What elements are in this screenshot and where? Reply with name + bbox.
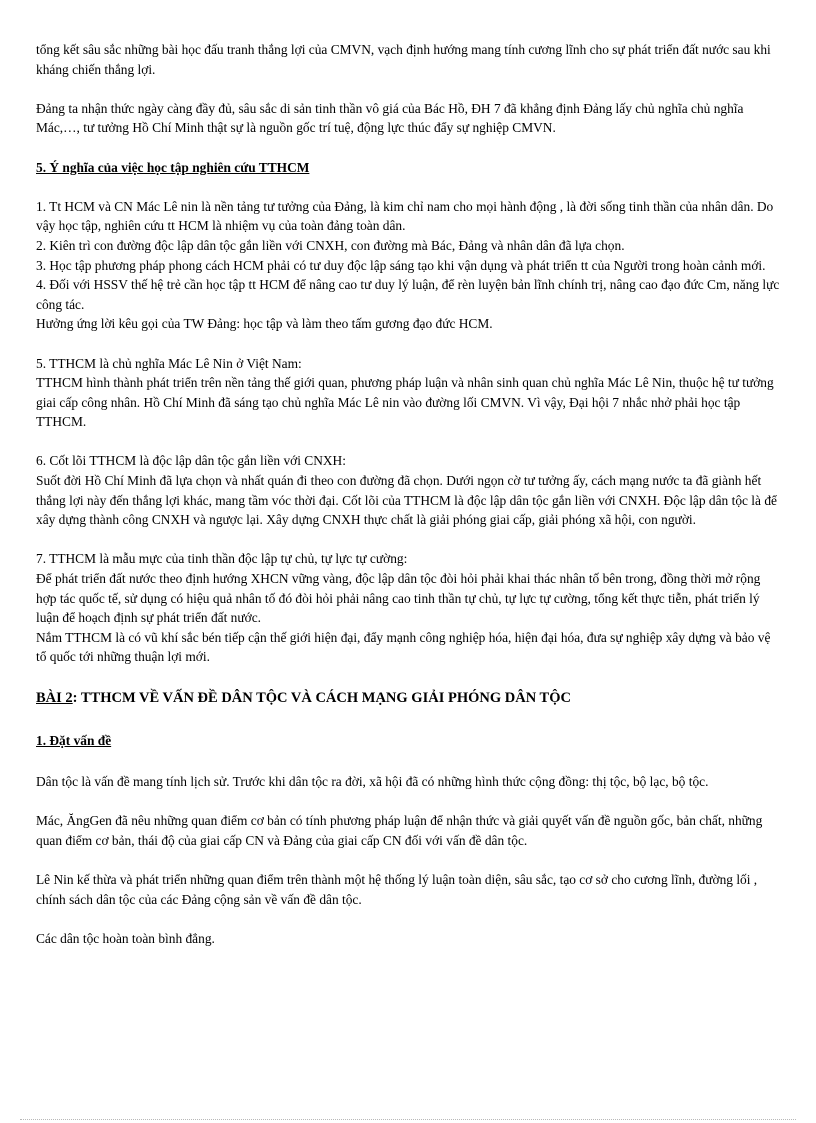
section-5-item-4: 4. Đối với HSSV thế hệ trẻ cần học tập tt HCM để nâng cao tư duy lý luận, để rèn luyện bản lĩnh chính trị, nâng cao đạo đức Cm, năng lực công tác. [36,277,780,312]
lesson-2-heading-text: : TTHCM VỀ VẤN ĐỀ DÂN TỘC VÀ CÁCH MẠNG GIẢI PHÓNG DÂN TỘC [72,690,571,706]
section-1-heading: 1. Đặt vấn đề [36,732,112,748]
point-7-body-2: Nắm TTHCM là có vũ khí sắc bén tiếp cận thế giới hiện đại, đẩy mạnh công nghiệp hóa, hiện đại hóa, đưa sự nghiệp xây dựng và bảo vệ tổ quốc tới những thuận lợi mới. [36,629,771,665]
section-1-paragraph: Dân tộc là vấn đề mang tính lịch sử. Trước khi dân tộc ra đời, xã hội đã có những hình thức cộng đồng: thị tộc, bộ lạc, bộ tộc. [36,774,709,790]
point-5-body: TTHCM hình thành phát triển trên nền tảng thế giới quan, phương pháp luận và nhân sinh quan chủ nghĩa Mác Lê Nin, thuộc hệ tư tưởng giai cấp công nhân. Hồ Chí Minh đã sáng tạo chủ nghĩa Mác Lê nin vào đường lối CMVN. Vì vậy, Đại hội 7 nhắc nhở phải học tập TTHCM. [36,375,774,430]
section-5-call-to-action: Hưởng ứng lời kêu gọi của TW Đảng: học tập và làm theo tấm gương đạo đức HCM. [36,316,493,332]
lesson-2-label: BÀI 2 [36,690,73,706]
point-5-title: 5. TTHCM là chủ nghĩa Mác Lê Nin ở Việt Nam: [36,355,302,371]
point-6-title: 6. Cốt lõi TTHCM là độc lập dân tộc gắn liền với CNXH: [36,453,346,469]
paragraph-party-awareness: Đảng ta nhận thức ngày càng đầy đủ, sâu sắc di sản tinh thần vô giá của Bác Hồ, ĐH 7 đã khẳng định Đảng lấy chủ nghĩa chủ nghĩa Mác,…, tư tưởng Hồ Chí Minh thật sự là nguồn gốc trí tuệ, động lực thúc đẩy sự nghiệp CMVN. [36,100,744,136]
section-1-paragraph: Mác, ĂngGen đã nêu những quan điểm cơ bản có tính phương pháp luận để nhận thức và giải quyết vấn đề nguồn gốc, bản chất, những quan điểm cơ bản, thái độ của giai cấp CN và Đảng của giai cấp CN đối với vấn đề dân tộc. [36,813,763,848]
section-5-heading: 5. Ý nghĩa của việc học tập nghiên cứu TTHCM [36,159,310,175]
point-7-body-1: Để phát triển đất nước theo định hướng XHCN vững vàng, độc lập dân tộc đòi hỏi phải khai thác nhân tố bên trong, đồng thời mở rộng hợp tác quốc tế, sử dụng có hiệu quả nhân tố đó đòi hỏi phải nâng cao tinh thần tự chủ, tự lực tự cường, tổng kết thực tiễn, phát triển lý luận để hoạch định sự phát triển đất nước. [36,571,761,626]
section-5-item-2: 2. Kiên trì con đường độc lập dân tộc gắn liền với CNXH, con đường mà Bác, Đảng và nhân dân đã lựa chọn. [36,237,625,253]
section-1-paragraph: Lê Nin kế thừa và phát triển những quan điểm trên thành một hệ thống lý luận toàn diện, sâu sắc, tạo cơ sở cho cương lĩnh, đường lối , chính sách dân tộc của các Đảng cộng sản về vấn đề dân tộc. [36,872,758,907]
point-7-title: 7. TTHCM là mẫu mực của tinh thần độc lập tự chủ, tự lực tự cường: [36,551,408,567]
section-5-item-3: 3. Học tập phương pháp phong cách HCM phải có tư duy độc lập sáng tạo khi vận dụng và phát triển tt của Người trong hoàn cảnh mới. [36,257,766,273]
document-page [36,40,780,949]
paragraph-continuation: tổng kết sâu sắc những bài học đấu tranh thắng lợi của CMVN, vạch định hướng mang tính cương lĩnh cho sự phát triển đất nước sau khi kháng chiến thắng lợi. [36,42,771,77]
section-1-paragraph: Các dân tộc hoàn toàn bình đẳng. [36,930,215,946]
page-bottom-divider [20,1119,796,1120]
section-5-item-1: 1. Tt HCM và CN Mác Lê nin là nền tảng tư tưởng của Đảng, là kim chỉ nam cho mọi hành động , là đời sống tinh thần của nhân dân. Do vậy học tập, nghiên cứu tt HCM là nhiệm vụ của toàn đảng toàn dân. [36,198,774,234]
lesson-2-title [36,689,780,709]
point-6-body: Suốt đời Hồ Chí Minh đã lựa chọn và nhất quán đi theo con đường đã chọn. Dưới ngọn cờ tư tưởng ấy, cách mạng nước ta đã giành hết thắng lợi này đến thắng lợi khác, mang tầm vóc thời đại. Cốt lõi của TTHCM là độc lập dân tộc gắn liền với CNXH. Độc lập dân tộc là để xây dựng thành công CNXH và ngược lại. Xây dựng CNXH thực chất là giải phóng giai cấp, giải phóng xã hội, con người. [36,473,777,528]
